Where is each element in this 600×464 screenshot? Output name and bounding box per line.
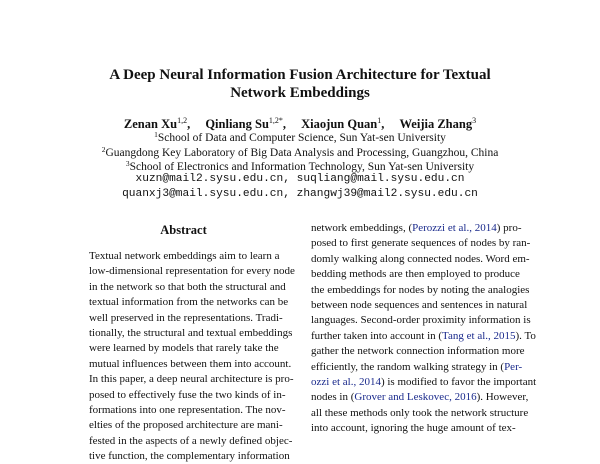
citation-link[interactable]: Tang et al., 2015: [442, 329, 516, 342]
abstract-line: were learned by models that rarely take the: [89, 342, 279, 355]
abstract-line: In this paper, a deep neural architecture is pro-: [89, 373, 294, 386]
body-line: the embeddings for nodes by noting the analogies: [311, 283, 530, 296]
body-line: ozzi et al., 2014) is modified to favor the important: [311, 375, 537, 388]
email-line-1: xuzn@mail2.sysu.edu.cn, suqliang@mail.sysu.edu.cn: [135, 173, 465, 185]
author: Qinliang $Su^{1,2*}$,: [205, 116, 287, 131]
citation-link[interactable]: Perozzi et al., 2014: [412, 222, 497, 234]
body-line: efficiently, the random walking strategy in (Per-: [311, 360, 523, 373]
abstract-line: in the network so that both the structural and: [89, 280, 286, 293]
abstract-line: elties of the proposed architecture are mani-: [89, 419, 283, 432]
abstract-line: fested in the aspects of a newly defined objec-: [89, 434, 293, 447]
body-line: posed to first generate sequences of nodes by ran-: [311, 237, 531, 250]
affiliation: $^2$Guangdong Key Laboratory of Big Data Analysis and Processing, Guangzhou, China: [101, 145, 499, 159]
body-line: further taken into account in (Tang et al., 2015). To: [311, 329, 536, 342]
abstract-heading: Abstract: [160, 223, 207, 237]
abstract-line: tive function, the complementary information: [89, 450, 290, 463]
title-line-1: A Deep Neural Information Fusion Architecture for Textual: [109, 67, 491, 83]
citation-link[interactable]: Grover and Leskovec, 2016: [354, 391, 477, 404]
body-line: all these methods only took the network structure: [311, 406, 529, 419]
title-line-2: Network Embeddings: [230, 85, 370, 101]
author: Xiaojun Quan$^1$,: [301, 116, 385, 131]
email-line-2: quanxj3@mail.sysu.edu.cn, zhangwj39@mail2.sysu.edu.cn: [122, 188, 478, 200]
author: Weijia Zhang$^3$: [399, 116, 477, 131]
body-line: languages. Second-order proximity information is: [311, 314, 531, 327]
author: Zenan Xu$^{1,2}$,: [123, 116, 191, 131]
body-line: into account, ignoring the huge amount of tex-: [311, 422, 516, 435]
abstract-body: [89, 249, 295, 464]
abstract-line: mutual influences between them into account.: [89, 357, 292, 370]
body-line: bedding methods are then employed to produce: [311, 268, 520, 281]
paper-title: [0, 66, 600, 102]
affiliation: $^3$School of Electronics and Information Technology, Sun Yat-sen University: [125, 159, 475, 173]
abstract-line: posed to effectively fuse the two kinds of in-: [89, 388, 286, 401]
citation-link[interactable]: ozzi et al., 2014: [311, 375, 381, 388]
body-line: gather the network connection information more: [311, 345, 525, 358]
citation-link[interactable]: Per-: [504, 360, 523, 373]
abstract-line: formations into one representation. The nov-: [89, 403, 286, 416]
body-line: domly walking along connected nodes. Word em-: [311, 252, 530, 265]
abstract-line: tionally, the structural and textual embeddings: [89, 326, 293, 339]
body-line: between node sequences and sentences in natural: [311, 298, 528, 311]
body-line: network embeddings, (Perozzi et al., 2014) pro-: [311, 222, 522, 234]
abstract-line: well preserved in the representations. Tradi-: [89, 311, 283, 324]
abstract-line: low-dimensional representation for every node: [89, 265, 295, 278]
body-line: nodes in (Grover and Leskovec, 2016). However,: [311, 391, 529, 404]
abstract-line: textual information from the networks can be: [89, 296, 289, 309]
intro-body: [311, 221, 537, 436]
affiliation: $^1$School of Data and Computer Science, Sun Yat-sen University: [154, 130, 446, 144]
abstract-line: Textual network embeddings aim to learn a: [89, 250, 280, 262]
